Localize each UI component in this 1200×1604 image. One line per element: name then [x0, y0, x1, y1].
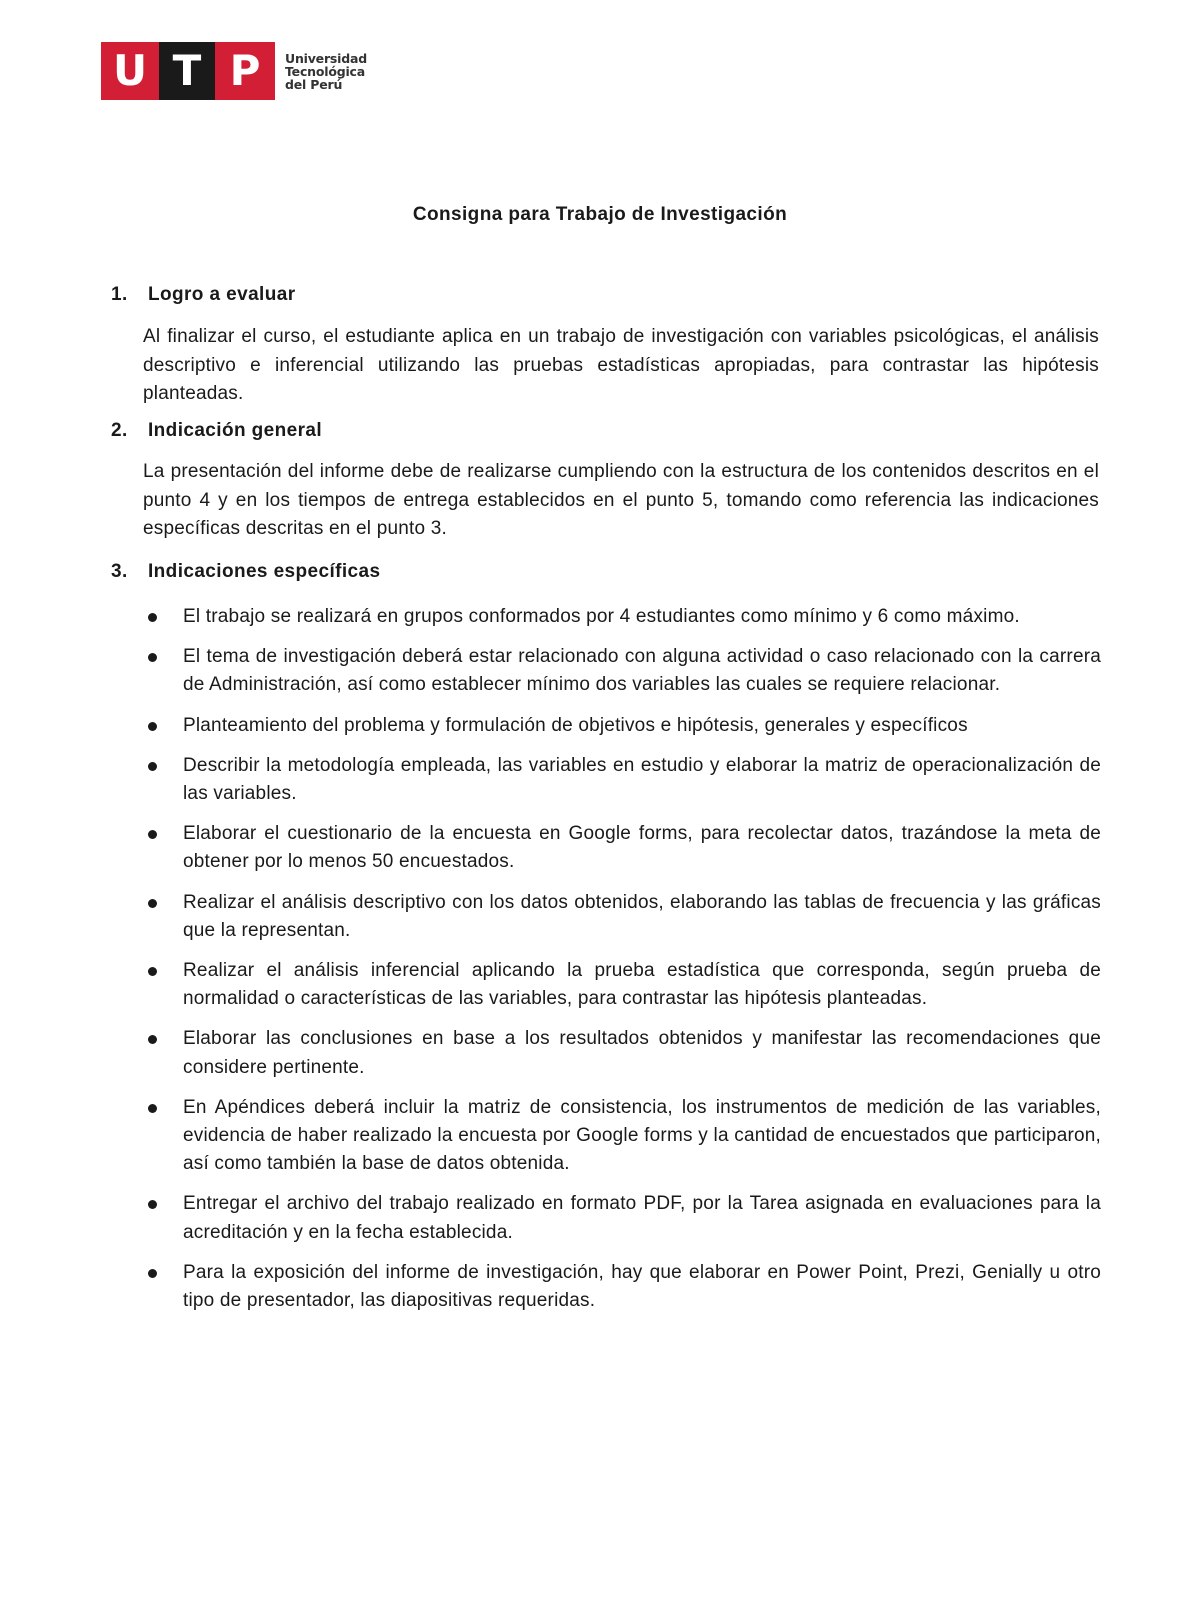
list-item-text: Describir la metodología empleada, las variables en estudio y elaborar la matriz de operacionalización de las variables.: [183, 754, 1101, 805]
document-title: Consigna para Trabajo de Investigación: [412, 204, 788, 225]
list-item: [140, 820, 1101, 876]
section-number: 1.: [111, 284, 128, 305]
bullet-icon: [148, 1104, 157, 1113]
bullet-icon: [148, 613, 157, 622]
section-number: 3.: [111, 561, 128, 582]
bullet-icon: [148, 899, 157, 908]
logo-wordmark: [285, 52, 367, 91]
list-item-text: En Apéndices deberá incluir la matriz de consistencia, los instrumentos de medición de las variables, evidencia de haber realizado la encuesta por Google forms y la cantidad de encuestados que participaron, así como también la base de datos obtenida.: [183, 1096, 1101, 1175]
logo-letter-t: T: [159, 42, 215, 100]
section-paragraph-logro: Al finalizar el curso, el estudiante aplica en un trabajo de investigación con variables psicológicas, el análisis descriptivo e inferencial utilizando las pruebas estadísticas apropiadas, para contrastar las hipótesis planteadas.: [143, 326, 1099, 404]
bullet-icon: [148, 830, 157, 839]
list-item-text: El trabajo se realizará en grupos conformados por 4 estudiantes como mínimo y 6 como máximo.: [183, 606, 1020, 627]
list-item: [140, 889, 1101, 945]
list-item-text: Para la exposición del informe de investigación, hay que elaborar en Power Point, Prezi, Genially u otro tipo de presentador, las diapositivas requeridas.: [183, 1261, 1101, 1312]
list-item: [140, 603, 1101, 631]
bullet-icon: [148, 1200, 157, 1209]
list-item-text: Elaborar el cuestionario de la encuesta en Google forms, para recolectar datos, trazándose la meta de obtener por lo menos 50 encuestados.: [183, 823, 1101, 873]
section-heading-logro: [111, 284, 296, 306]
bullet-icon: [148, 653, 157, 662]
bullet-icon: [148, 967, 157, 976]
list-item: [140, 1259, 1101, 1315]
list-item: [140, 1094, 1101, 1179]
list-item-text: Realizar el análisis descriptivo con los datos obtenidos, elaborando las tablas de frecuencia y las gráficas que la representan.: [183, 891, 1101, 941]
section-title: Indicación general: [148, 420, 323, 441]
list-item: [140, 1190, 1101, 1246]
utp-logo: [101, 42, 367, 100]
list-item: [140, 1025, 1101, 1081]
bullet-icon: [148, 1035, 157, 1044]
specific-indications-list: [140, 603, 1100, 1327]
logo-text-line: del Perú: [285, 76, 343, 92]
bullet-icon: [148, 722, 157, 731]
logo-letter-u: U: [101, 42, 159, 100]
logo-text-line: Tecnológica: [285, 63, 365, 79]
list-item-text: Planteamiento del problema y formulación de objetivos e hipótesis, generales y específicos: [183, 714, 968, 736]
list-item: [140, 643, 1101, 699]
section-number: 2.: [111, 420, 128, 441]
section-heading-indicaciones-especificas: [111, 561, 380, 583]
section-paragraph-indicacion-general: La presentación del informe debe de realizarse cumpliendo con la estructura de los contenidos descritos en el punto 4 y en los tiempos de entrega establecidos en el punto 5, tomando como referencia las indicaciones específicas descritas en el punto 3.: [143, 461, 1099, 539]
section-heading-indicacion-general: [111, 420, 322, 442]
list-item-text: Entregar el archivo del trabajo realizado en formato PDF, por la Tarea asignada en evaluaciones para la acreditación y en la fecha establecida.: [183, 1193, 1101, 1243]
logo-letter-p: P: [215, 42, 275, 100]
list-item-text: Realizar el análisis inferencial aplicando la prueba estadística que corresponda, según prueba de normalidad o características de las variables, para contrastar las hipótesis planteadas.: [183, 960, 1101, 1010]
section-title: Logro a evaluar: [148, 284, 296, 305]
bullet-icon: [148, 762, 157, 771]
list-item: [140, 712, 1101, 740]
section-title: Indicaciones específicas: [148, 561, 381, 582]
list-item-text: Elaborar las conclusiones en base a los resultados obtenidos y manifestar las recomendaciones que considere pertinente.: [183, 1028, 1101, 1078]
logo-text-line: Universidad: [285, 50, 367, 66]
bullet-icon: [148, 1269, 157, 1278]
list-item: [140, 957, 1101, 1013]
list-item: [140, 752, 1101, 808]
list-item-text: El tema de investigación deberá estar relacionado con alguna actividad o caso relacionado con la carrera de Administración, así como establecer mínimo dos variables las cuales se requiere relacionar.: [183, 646, 1101, 696]
